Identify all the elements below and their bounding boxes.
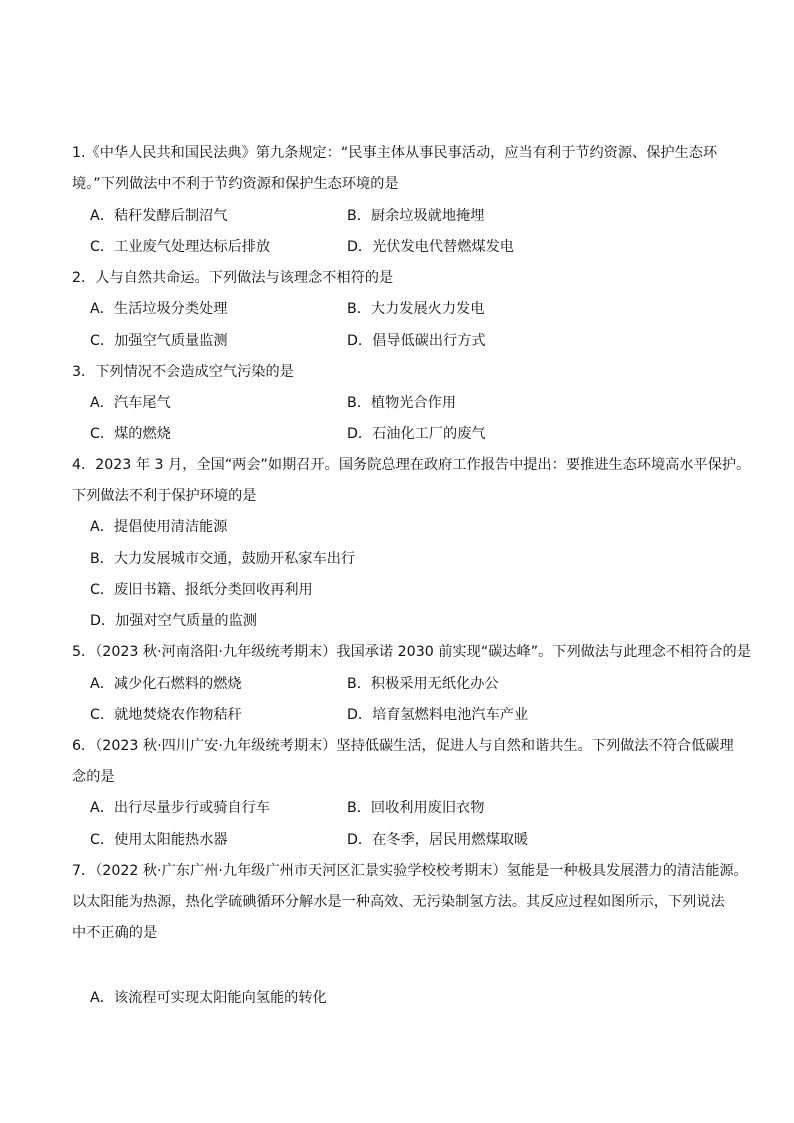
question-4-option-c: C．废旧书籍、报纸分类回收再利用 [90,582,313,598]
question-3-line-1: 3．下列情况不会造成空气污染的是 [72,364,294,380]
question-7-line-3: 中不正确的是 [72,925,158,941]
question-1-line-2: 境。”下列做法中不利于节约资源和保护生态环境的是 [72,176,399,192]
question-2-option-a: A．生活垃圾分类处理 [90,301,228,317]
question-1-option-d: D．光伏发电代替燃煤发电 [347,239,514,255]
question-4-option-d: D．加强对空气质量的监测 [90,613,257,629]
question-5-line-1: 5．（2023 秋·河南洛阳·九年级统考期末）我国承诺 2030 前实现“碳达峰”。下列做法与此理念不相符合的是 [72,644,751,660]
question-2-line-1: 2．人与自然共命运。下列做法与该理念不相符的是 [72,270,394,286]
question-5-option-a: A．减少化石燃料的燃烧 [90,676,242,692]
question-2-option-d: D．倡导低碳出行方式 [347,333,486,349]
question-3-option-c: C．煤的燃烧 [90,426,171,442]
question-3-option-d: D．石油化工厂的废气 [347,426,486,442]
question-7-line-2: 以太阳能为热源，热化学硫碘循环分解水是一种高效、无污染制氢方法。其反应过程如图所示，下列说法 [72,894,725,910]
question-6-line-2: 念的是 [72,769,115,785]
question-5-option-b: B．积极采用无纸化办公 [347,676,499,692]
question-7-line-1: 7．（2022 秋·广东广州·九年级广州市天河区汇景实验学校校考期末）氢能是一种极具发展潜力的清洁能源。 [72,863,748,879]
question-1-option-a: A．秸秆发酵后制沼气 [90,208,228,224]
question-5-option-d: D．培育氢燃料电池汽车产业 [347,707,529,723]
question-4-option-a: A．提倡使用清洁能源 [90,519,228,535]
question-6-option-d: D．在冬季，居民用燃煤取暖 [347,832,529,848]
question-3-option-a: A．汽车尾气 [90,395,171,411]
question-3-option-b: B．植物光合作用 [347,395,457,411]
question-6-line-1: 6．（2023 秋·四川广安·九年级统考期末）坚持低碳生活，促进人与自然和谐共生。下列做法不符合低碳理 [72,738,734,754]
question-4-line-1: 4．2023 年 3 月，全国“两会”如期召开。国务院总理在政府工作报告中提出：要推进生态环境高水平保护。 [72,457,751,473]
question-1-line-1: 1.《中华人民共和国民法典》第九条规定：“民事主体从事民事活动，应当有利于节约资源、保护生态环 [72,145,718,161]
question-5-option-c: C．就地焚烧农作物秸秆 [90,707,242,723]
question-1-option-c: C．工业废气处理达标后排放 [90,239,271,255]
question-2-option-b: B．大力发展火力发电 [347,301,485,317]
question-4-line-2: 下列做法不利于保护环境的是 [72,488,257,504]
question-7-option-a: A．该流程可实现太阳能向氢能的转化 [90,990,327,1006]
question-4-option-b: B．大力发展城市交通，鼓励开私家车出行 [90,551,356,567]
question-1-option-b: B．厨余垃圾就地掩埋 [347,208,485,224]
question-6-option-a: A．出行尽量步行或骑自行车 [90,800,270,816]
question-2-option-c: C．加强空气质量监测 [90,333,228,349]
question-6-option-c: C．使用太阳能热水器 [90,832,228,848]
question-6-option-b: B．回收利用废旧衣物 [347,800,485,816]
